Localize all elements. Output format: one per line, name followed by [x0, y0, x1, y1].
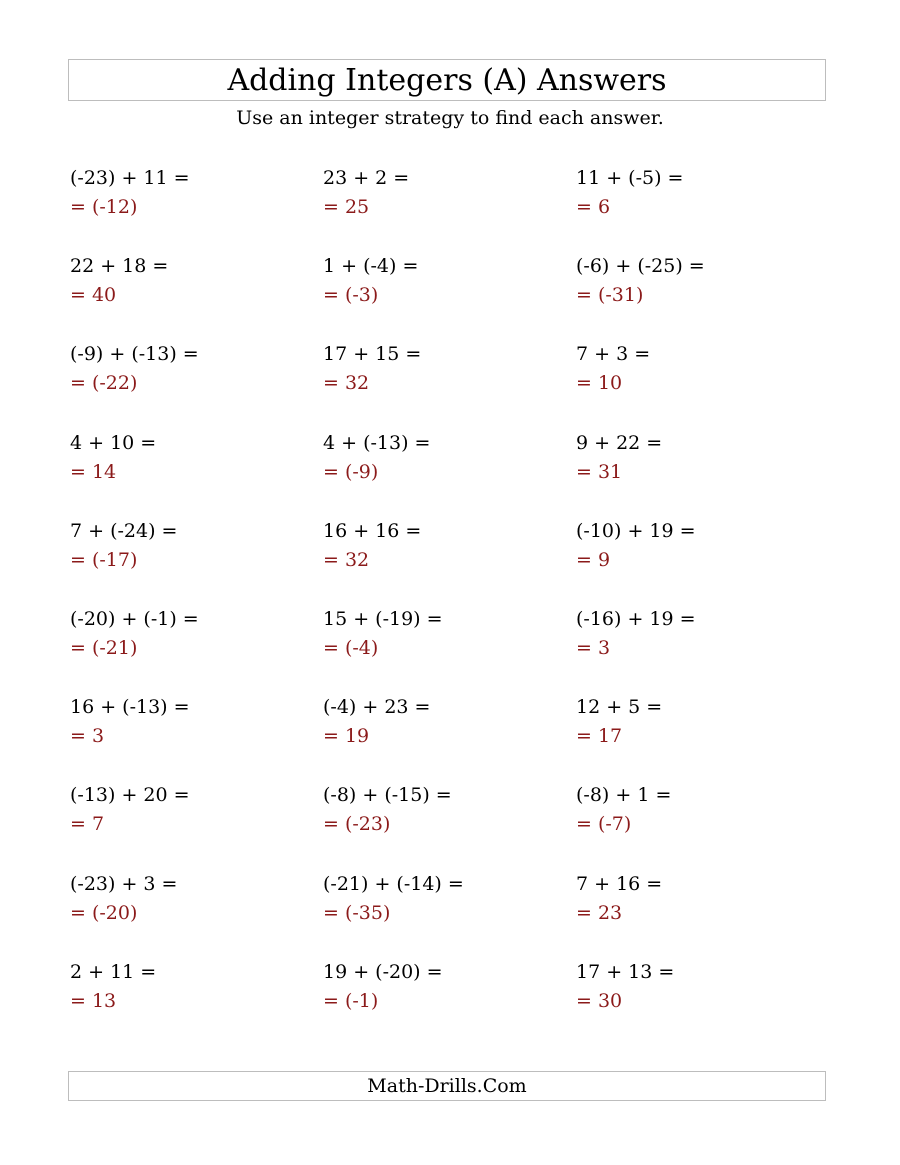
problem-question: (-9) + (-13) = — [70, 343, 199, 366]
problem-item — [323, 958, 576, 1046]
problem-answer: = 3 — [70, 725, 105, 748]
problem-answer: = (-31) — [576, 284, 644, 307]
problem-item — [576, 605, 829, 693]
problem-question: (-23) + 11 = — [70, 167, 190, 189]
problem-item — [323, 429, 576, 517]
problem-item — [323, 164, 576, 252]
problem-answer: = (-35) — [323, 901, 391, 924]
problem-question: 7 + 3 = — [576, 343, 651, 366]
instructions: Use an integer strategy to find each answer. — [236, 107, 664, 129]
problem-question: (-8) + 1 = — [576, 784, 672, 807]
problem-answer: = 14 — [70, 460, 117, 483]
problem-item — [70, 693, 323, 781]
problem-item — [323, 252, 576, 340]
problem-answer: = (-1) — [323, 989, 379, 1012]
problem-question: 4 + (-13) = — [323, 431, 431, 454]
problem-answer: = 30 — [576, 989, 623, 1012]
problem-answer: = (-17) — [70, 548, 138, 571]
problem-question: 17 + 15 = — [323, 343, 422, 366]
problem-question: (-20) + (-1) = — [70, 607, 199, 630]
problem-answer: = (-23) — [323, 813, 391, 836]
problem-answer: = 7 — [70, 813, 105, 836]
problem-answer: = (-20) — [70, 901, 138, 924]
problem-question: (-10) + 19 = — [576, 519, 696, 542]
footer-site-name: Math-Drills.Com — [367, 1074, 527, 1097]
problem-answer: = 25 — [323, 196, 370, 218]
problem-answer: = 10 — [576, 372, 623, 395]
problem-item — [576, 429, 829, 517]
problem-grid — [70, 164, 830, 1046]
problem-question: (-13) + 20 = — [70, 784, 190, 807]
problem-item — [576, 517, 829, 605]
problem-answer: = 32 — [323, 548, 370, 571]
problem-answer: = 32 — [323, 372, 370, 395]
problem-item — [70, 958, 323, 1046]
problem-item — [323, 605, 576, 693]
problem-item — [323, 693, 576, 781]
footer-box — [68, 1071, 826, 1101]
problem-item — [70, 164, 323, 252]
problem-question: (-4) + 23 = — [323, 696, 431, 719]
problem-item — [70, 781, 323, 869]
problem-item — [576, 781, 829, 869]
title-box — [68, 59, 826, 101]
problem-item — [576, 870, 829, 958]
problem-answer: = 23 — [576, 901, 623, 924]
problem-answer: = 13 — [70, 989, 117, 1012]
problem-question: (-8) + (-15) = — [323, 784, 452, 807]
problem-answer: = 6 — [576, 196, 611, 218]
page-title: Adding Integers (A) Answers — [227, 63, 667, 98]
problem-item — [576, 693, 829, 781]
problem-item — [70, 340, 323, 428]
problem-item — [576, 252, 829, 340]
problem-answer: = 3 — [576, 636, 611, 659]
problem-answer: = 40 — [70, 284, 117, 307]
problem-question: (-16) + 19 = — [576, 607, 696, 630]
problem-item — [70, 517, 323, 605]
problem-answer: = 17 — [576, 725, 623, 748]
problem-question: 7 + 16 = — [576, 872, 663, 895]
problem-item — [576, 340, 829, 428]
problem-item — [323, 340, 576, 428]
problem-item — [576, 164, 829, 252]
problem-item — [323, 870, 576, 958]
problem-question: 12 + 5 = — [576, 696, 663, 719]
problem-question: 16 + 16 = — [323, 519, 422, 542]
problem-question: (-23) + 3 = — [70, 872, 178, 895]
problem-question: 15 + (-19) = — [323, 607, 443, 630]
problem-item — [70, 429, 323, 517]
problem-question: 16 + (-13) = — [70, 696, 190, 719]
problem-question: 23 + 2 = — [323, 167, 410, 189]
problem-item — [323, 781, 576, 869]
problem-answer: = (-12) — [70, 196, 138, 218]
problem-item — [70, 870, 323, 958]
problem-question: (-6) + (-25) = — [576, 255, 705, 278]
problem-answer: = (-22) — [70, 372, 138, 395]
problem-answer: = (-9) — [323, 460, 379, 483]
problem-item — [576, 958, 829, 1046]
problem-question: 19 + (-20) = — [323, 960, 443, 983]
problem-question: 1 + (-4) = — [323, 255, 419, 278]
problem-question: 4 + 10 = — [70, 431, 157, 454]
problem-question: 11 + (-5) = — [576, 167, 684, 189]
problem-answer: = (-7) — [576, 813, 632, 836]
problem-item — [70, 605, 323, 693]
problem-answer: = 9 — [576, 548, 611, 571]
problem-question: 9 + 22 = — [576, 431, 663, 454]
problem-answer: = 19 — [323, 725, 370, 748]
problem-answer: = (-3) — [323, 284, 379, 307]
problem-question: 7 + (-24) = — [70, 519, 178, 542]
problem-question: (-21) + (-14) = — [323, 872, 464, 895]
problem-item — [323, 517, 576, 605]
problem-item — [70, 252, 323, 340]
problem-question: 22 + 18 = — [70, 255, 169, 278]
problem-answer: = 31 — [576, 460, 623, 483]
problem-answer: = (-21) — [70, 636, 138, 659]
problem-answer: = (-4) — [323, 636, 379, 659]
problem-question: 17 + 13 = — [576, 960, 675, 983]
problem-question: 2 + 11 = — [70, 960, 157, 983]
